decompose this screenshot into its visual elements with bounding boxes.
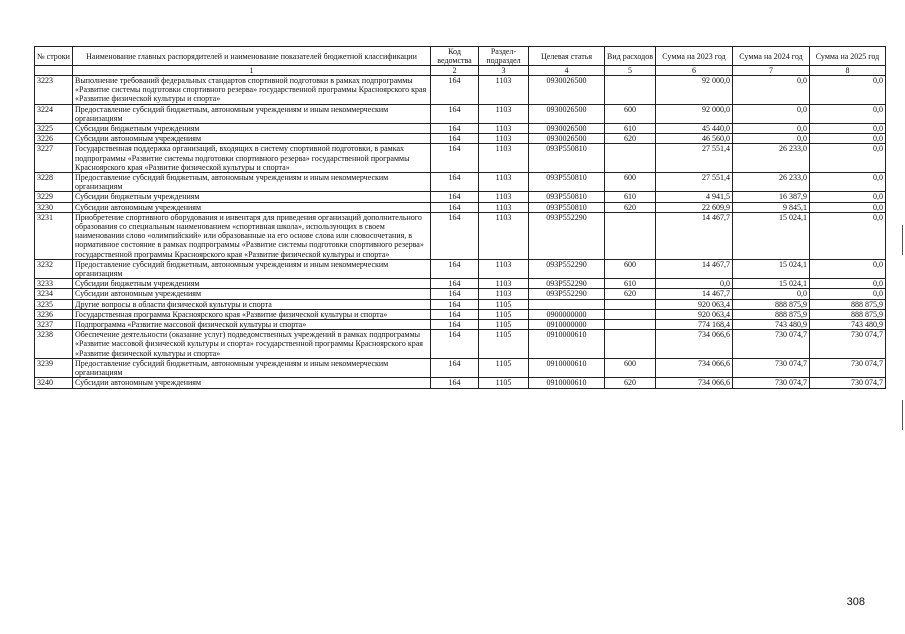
department-code-cell: 164 <box>431 202 479 212</box>
row-number-cell: 3230 <box>35 202 73 212</box>
sum-2025-cell: 0,0 <box>810 134 886 144</box>
sum-2023-cell: 920 063,4 <box>656 309 733 319</box>
row-number-cell: 3237 <box>35 320 73 330</box>
table-row <box>35 212 886 259</box>
column-number: 8 <box>810 66 886 76</box>
sum-2025-cell: 0,0 <box>810 104 886 123</box>
department-code-cell: 164 <box>431 104 479 123</box>
section-cell: 1105 <box>479 378 529 388</box>
target-article-cell: 0930026500 <box>529 76 605 105</box>
sum-2024-cell: 888 875,9 <box>733 299 810 309</box>
section-cell: 1103 <box>479 259 529 278</box>
section-cell: 1105 <box>479 320 529 330</box>
table-row <box>35 259 886 278</box>
row-name-cell: Субсидии бюджетным учреждениям <box>73 192 431 202</box>
expense-type-cell <box>605 76 656 105</box>
target-article-cell: 0930026500 <box>529 124 605 134</box>
sum-2024-cell: 26 233,0 <box>733 144 810 173</box>
sum-2023-cell: 14 467,7 <box>656 289 733 299</box>
department-code-cell: 164 <box>431 76 479 105</box>
row-name-cell: Государственная программа Красноярского края «Развитие физической культуры и спорта» <box>73 309 431 319</box>
sum-2025-cell: 0,0 <box>810 259 886 278</box>
table-row <box>35 134 886 144</box>
expense-type-cell: 610 <box>605 124 656 134</box>
target-article-cell <box>529 299 605 309</box>
row-number-cell: 3234 <box>35 289 73 299</box>
department-code-cell: 164 <box>431 378 479 388</box>
sum-2025-cell: 730 074,7 <box>810 358 886 377</box>
column-number: 6 <box>656 66 733 76</box>
row-number-cell: 3239 <box>35 358 73 377</box>
row-name-cell: Предоставление субсидий бюджетным, автономным учреждениям и иным некоммерческим организациям <box>73 259 431 278</box>
expense-type-cell: 600 <box>605 259 656 278</box>
sum-2025-cell: 0,0 <box>810 212 886 259</box>
sum-2024-cell: 0,0 <box>733 124 810 134</box>
section-cell: 1105 <box>479 330 529 359</box>
target-article-cell: 0910000610 <box>529 358 605 377</box>
sum-2023-cell: 734 066,6 <box>656 330 733 359</box>
section-cell: 1103 <box>479 144 529 173</box>
table-row <box>35 144 886 173</box>
column-number <box>35 66 73 76</box>
row-name-cell: Подпрограмма «Развитие массовой физической культуры и спорта» <box>73 320 431 330</box>
table-row <box>35 378 886 388</box>
row-name-cell: Предоставление субсидий бюджетным, автономным учреждениям и иным некоммерческим организациям <box>73 173 431 192</box>
section-cell: 1103 <box>479 279 529 289</box>
target-article-cell: 093P550810 <box>529 192 605 202</box>
sum-2024-cell: 0,0 <box>733 104 810 123</box>
department-code-cell: 164 <box>431 330 479 359</box>
expense-type-cell <box>605 299 656 309</box>
table-row <box>35 289 886 299</box>
header-section: Раздел-подраздел <box>479 47 529 66</box>
department-code-cell: 164 <box>431 320 479 330</box>
expense-type-cell <box>605 309 656 319</box>
row-number-cell: 3227 <box>35 144 73 173</box>
row-number-cell: 3236 <box>35 309 73 319</box>
sum-2023-cell: 46 560,0 <box>656 134 733 144</box>
sum-2024-cell: 15 024,1 <box>733 259 810 278</box>
expense-type-cell <box>605 144 656 173</box>
column-number-row <box>35 66 886 76</box>
row-name-cell: Государственная поддержка организаций, входящих в систему спортивной подготовки, в рамках подпрограммы «Развитие системы подготовки спортивного резерва» государственной программы Красноярского края «Развитие физической культуры и спорта» <box>73 144 431 173</box>
header-row-number: № строки <box>35 47 73 66</box>
sum-2023-cell: 45 440,0 <box>656 124 733 134</box>
table-row <box>35 358 886 377</box>
budget-table <box>34 46 886 389</box>
scan-edge-mark <box>902 400 903 430</box>
column-number: 5 <box>605 66 656 76</box>
expense-type-cell <box>605 330 656 359</box>
row-number-cell: 3238 <box>35 330 73 359</box>
sum-2024-cell: 0,0 <box>733 134 810 144</box>
section-cell: 1103 <box>479 104 529 123</box>
section-cell: 1103 <box>479 134 529 144</box>
section-cell: 1103 <box>479 173 529 192</box>
department-code-cell: 164 <box>431 289 479 299</box>
sum-2024-cell: 888 875,9 <box>733 309 810 319</box>
sum-2024-cell: 730 074,7 <box>733 358 810 377</box>
expense-type-cell: 600 <box>605 358 656 377</box>
page-number: 308 <box>846 596 865 608</box>
header-sum-2024: Сумма на 2024 год <box>733 47 810 66</box>
department-code-cell: 164 <box>431 299 479 309</box>
target-article-cell: 0900000000 <box>529 309 605 319</box>
sum-2025-cell: 0,0 <box>810 76 886 105</box>
section-cell: 1103 <box>479 76 529 105</box>
row-number-cell: 3229 <box>35 192 73 202</box>
sum-2025-cell: 730 074,7 <box>810 378 886 388</box>
target-article-cell: 093P550810 <box>529 173 605 192</box>
target-article-cell: 0930026500 <box>529 104 605 123</box>
row-number-cell: 3240 <box>35 378 73 388</box>
table-row <box>35 124 886 134</box>
sum-2024-cell: 743 480,9 <box>733 320 810 330</box>
table-body <box>35 76 886 389</box>
target-article-cell: 093P550810 <box>529 202 605 212</box>
sum-2023-cell: 22 609,9 <box>656 202 733 212</box>
sum-2023-cell: 92 000,0 <box>656 76 733 105</box>
sum-2024-cell: 15 024,1 <box>733 279 810 289</box>
sum-2023-cell: 920 063,4 <box>656 299 733 309</box>
column-number: 7 <box>733 66 810 76</box>
row-name-cell: Субсидии автономным учреждениям <box>73 202 431 212</box>
header-sum-2023: Сумма на 2023 год <box>656 47 733 66</box>
table-row <box>35 173 886 192</box>
table-row <box>35 202 886 212</box>
target-article-cell: 093P552290 <box>529 212 605 259</box>
header-target-article: Целевая статья <box>529 47 605 66</box>
expense-type-cell: 620 <box>605 289 656 299</box>
section-cell: 1103 <box>479 202 529 212</box>
department-code-cell: 164 <box>431 358 479 377</box>
sum-2023-cell: 27 551,4 <box>656 144 733 173</box>
department-code-cell: 164 <box>431 309 479 319</box>
department-code-cell: 164 <box>431 212 479 259</box>
sum-2024-cell: 730 074,7 <box>733 378 810 388</box>
sum-2024-cell: 0,0 <box>733 76 810 105</box>
sum-2024-cell: 16 387,9 <box>733 192 810 202</box>
row-number-cell: 3225 <box>35 124 73 134</box>
sum-2023-cell: 734 066,6 <box>656 378 733 388</box>
expense-type-cell: 620 <box>605 202 656 212</box>
row-name-cell: Предоставление субсидий бюджетным, автономным учреждениям и иным некоммерческим организациям <box>73 104 431 123</box>
scan-edge-mark <box>902 225 903 255</box>
section-cell: 1103 <box>479 124 529 134</box>
sum-2024-cell: 26 233,0 <box>733 173 810 192</box>
sum-2025-cell: 0,0 <box>810 173 886 192</box>
header-expense-type: Вид расходов <box>605 47 656 66</box>
sum-2023-cell: 734 066,6 <box>656 358 733 377</box>
row-number-cell: 3228 <box>35 173 73 192</box>
sum-2025-cell: 743 480,9 <box>810 320 886 330</box>
section-cell: 1103 <box>479 192 529 202</box>
column-number: 2 <box>431 66 479 76</box>
sum-2024-cell: 15 024,1 <box>733 212 810 259</box>
column-number: 1 <box>73 66 431 76</box>
sum-2023-cell: 774 168,4 <box>656 320 733 330</box>
sum-2024-cell: 0,0 <box>733 289 810 299</box>
sum-2023-cell: 0,0 <box>656 279 733 289</box>
table-row <box>35 76 886 105</box>
target-article-cell: 0910000000 <box>529 320 605 330</box>
row-number-cell: 3223 <box>35 76 73 105</box>
column-number: 3 <box>479 66 529 76</box>
sum-2025-cell: 0,0 <box>810 279 886 289</box>
department-code-cell: 164 <box>431 279 479 289</box>
department-code-cell: 164 <box>431 144 479 173</box>
sum-2025-cell: 730 074,7 <box>810 330 886 359</box>
sum-2025-cell: 888 875,9 <box>810 299 886 309</box>
table-row <box>35 192 886 202</box>
section-cell: 1103 <box>479 289 529 299</box>
row-name-cell: Выполнение требований федеральных стандартов спортивной подготовки в рамках подпрограммы «Развитие системы подготовки спортивного резерва» государственной программы Красноярского края «Развитие физической культуры и спорта» <box>73 76 431 105</box>
row-name-cell: Субсидии бюджетным учреждениям <box>73 124 431 134</box>
row-name-cell: Предоставление субсидий бюджетным, автономным учреждениям и иным некоммерческим организациям <box>73 358 431 377</box>
expense-type-cell <box>605 212 656 259</box>
sum-2025-cell: 888 875,9 <box>810 309 886 319</box>
sum-2025-cell: 0,0 <box>810 144 886 173</box>
row-number-cell: 3226 <box>35 134 73 144</box>
department-code-cell: 164 <box>431 134 479 144</box>
expense-type-cell: 600 <box>605 173 656 192</box>
section-cell: 1105 <box>479 299 529 309</box>
header-department-code: Код ведомства <box>431 47 479 66</box>
target-article-cell: 0930026500 <box>529 134 605 144</box>
header-sum-2025: Сумма на 2025 год <box>810 47 886 66</box>
sum-2024-cell: 730 074,7 <box>733 330 810 359</box>
table-header-row <box>35 47 886 66</box>
header-name: Наименование главных распорядителей и наименование показателей бюджетной классификации <box>73 47 431 66</box>
target-article-cell: 0910000610 <box>529 378 605 388</box>
sum-2023-cell: 4 941,5 <box>656 192 733 202</box>
row-name-cell: Приобретение спортивного оборудования и инвентаря для приведения организаций дополнительного образования со специальным наименованием «спортивная школа», использующих в своем наименовании слово «олимпийский» или образованные на его основе слова или словосочетания, в нормативное состояние в рамках подпрограммы «Развитие системы подготовки спортивного резерва» государственной программы Красноярского края «Развитие физической культуры и спорта» <box>73 212 431 259</box>
department-code-cell: 164 <box>431 173 479 192</box>
table-row <box>35 279 886 289</box>
row-number-cell: 3235 <box>35 299 73 309</box>
budget-table-container <box>34 46 885 389</box>
target-article-cell: 093P552290 <box>529 279 605 289</box>
row-name-cell: Субсидии автономным учреждениям <box>73 289 431 299</box>
department-code-cell: 164 <box>431 192 479 202</box>
table-row <box>35 320 886 330</box>
expense-type-cell: 610 <box>605 192 656 202</box>
row-number-cell: 3233 <box>35 279 73 289</box>
sum-2024-cell: 9 845,1 <box>733 202 810 212</box>
target-article-cell: 0910000610 <box>529 330 605 359</box>
row-number-cell: 3232 <box>35 259 73 278</box>
sum-2025-cell: 0,0 <box>810 124 886 134</box>
column-number: 4 <box>529 66 605 76</box>
row-name-cell: Субсидии бюджетным учреждениям <box>73 279 431 289</box>
table-row <box>35 299 886 309</box>
expense-type-cell: 620 <box>605 134 656 144</box>
expense-type-cell <box>605 320 656 330</box>
sum-2023-cell: 27 551,4 <box>656 173 733 192</box>
row-name-cell: Субсидии автономным учреждениям <box>73 134 431 144</box>
section-cell: 1103 <box>479 212 529 259</box>
target-article-cell: 093P550810 <box>529 144 605 173</box>
sum-2025-cell: 0,0 <box>810 192 886 202</box>
expense-type-cell: 610 <box>605 279 656 289</box>
table-row <box>35 330 886 359</box>
department-code-cell: 164 <box>431 124 479 134</box>
section-cell: 1105 <box>479 358 529 377</box>
sum-2023-cell: 14 467,7 <box>656 212 733 259</box>
expense-type-cell: 620 <box>605 378 656 388</box>
table-row <box>35 104 886 123</box>
sum-2023-cell: 14 467,7 <box>656 259 733 278</box>
target-article-cell: 093P552290 <box>529 259 605 278</box>
target-article-cell: 093P552290 <box>529 289 605 299</box>
sum-2025-cell: 0,0 <box>810 289 886 299</box>
table-row <box>35 309 886 319</box>
sum-2023-cell: 92 000,0 <box>656 104 733 123</box>
row-number-cell: 3224 <box>35 104 73 123</box>
expense-type-cell: 600 <box>605 104 656 123</box>
row-name-cell: Субсидии автономным учреждениям <box>73 378 431 388</box>
row-name-cell: Другие вопросы в области физической культуры и спорта <box>73 299 431 309</box>
row-number-cell: 3231 <box>35 212 73 259</box>
row-name-cell: Обеспечение деятельности (оказание услуг) подведомственных учреждений в рамках подпрограммы «Развитие массовой физической культуры и спорта» государственной программы Красноярского края «Развитие физической культуры и спорта» <box>73 330 431 359</box>
sum-2025-cell: 0,0 <box>810 202 886 212</box>
section-cell: 1105 <box>479 309 529 319</box>
department-code-cell: 164 <box>431 259 479 278</box>
